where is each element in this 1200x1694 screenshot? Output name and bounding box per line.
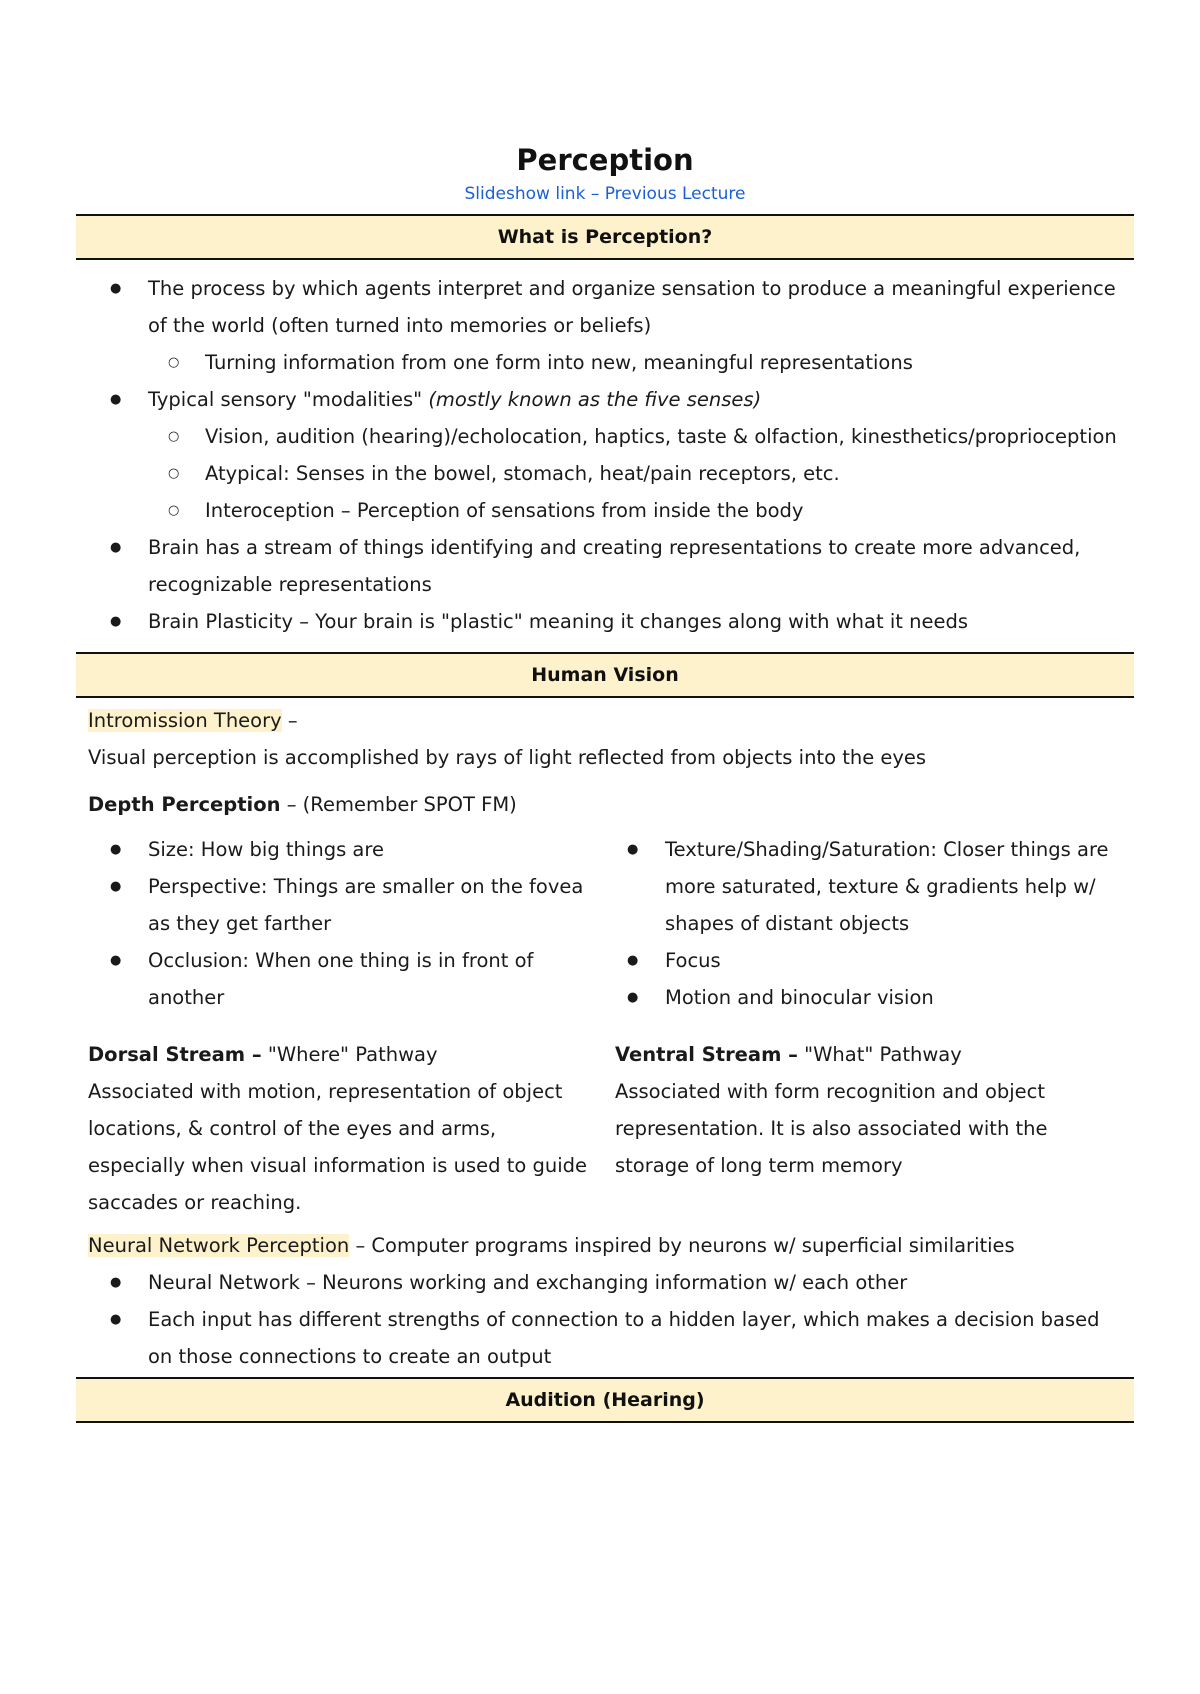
ventral-stream-heading: Ventral Stream – "What" Pathway — [615, 1043, 962, 1066]
bullet-list — [88, 831, 605, 1016]
list-item: ● Each input has different strengths of connection to a hidden layer, which makes a decision based on those connections to create an output — [88, 1301, 1122, 1375]
depth-left-column — [88, 831, 605, 1016]
list-item: ● Focus — [605, 942, 1122, 979]
depth-perception-columns — [88, 831, 1122, 1016]
page-title: Perception — [516, 143, 694, 177]
link-separator: – — [585, 184, 605, 204]
intromission-term-line: Intromission Theory – — [88, 709, 298, 732]
bullet-list — [605, 831, 1122, 1016]
list-item: ● Size: How big things are — [88, 831, 605, 868]
list-item: ● Motion and binocular vision — [605, 979, 1122, 1016]
depth-right-column — [605, 831, 1122, 1016]
dorsal-stream-text: Associated with motion, representation of object locations, & control of the eyes and arms, especially when visual information is used to guide saccades or reaching. — [88, 1080, 588, 1214]
list-item: ● Occlusion: When one thing is in front of another — [88, 942, 605, 1016]
list-item: ● Brain has a stream of things identifying and creating representations to create more advanced, recognizable representations — [88, 529, 1122, 603]
section-heading-what-is-perception: What is Perception? — [76, 214, 1134, 260]
ventral-stream-column — [609, 1036, 1122, 1221]
header-links — [76, 182, 1134, 206]
highlighted-term: Neural Network Perception — [88, 1234, 350, 1257]
list-item: ● The process by which agents interpret and organize sensation to produce a meaningful experience of the world (often turned into memories or beliefs) — [88, 270, 1122, 344]
document-content — [76, 140, 1134, 1423]
previous-lecture-link[interactable]: Previous Lecture — [604, 184, 746, 204]
streams-columns — [88, 1036, 1122, 1221]
list-item: ● Perspective: Things are smaller on the fovea as they get farther — [88, 868, 605, 942]
bullet-list — [88, 270, 1122, 640]
depth-perception-heading: Depth Perception – (Remember SPOT FM) — [88, 793, 517, 816]
highlighted-term: Intromission Theory — [88, 709, 282, 732]
section-heading-audition: Audition (Hearing) — [76, 1377, 1134, 1423]
list-item: ● Texture/Shading/Saturation: Closer things are more saturated, texture & gradients help w/ shapes of distant objects — [605, 831, 1122, 942]
list-item: ○ Atypical: Senses in the bowel, stomach, heat/pain receptors, etc. — [88, 455, 1122, 492]
section-what-is-perception — [76, 260, 1134, 652]
slideshow-link[interactable]: Slideshow link — [464, 184, 586, 204]
list-item: ○ Vision, audition (hearing)/echolocation, haptics, taste & olfaction, kinesthetics/proprioception — [88, 418, 1122, 455]
ventral-stream-text: Associated with form recognition and object representation. It is also associated with the storage of long term memory — [615, 1080, 1048, 1177]
list-item: ○ Turning information from one form into new, meaningful representations — [88, 344, 1122, 381]
dorsal-stream-heading: Dorsal Stream – "Where" Pathway — [88, 1043, 438, 1066]
section-heading-human-vision: Human Vision — [76, 652, 1134, 698]
list-item: ○ Interoception – Perception of sensations from inside the body — [88, 492, 1122, 529]
section-human-vision — [76, 698, 1134, 1375]
dorsal-stream-column — [88, 1036, 609, 1221]
list-item: ● Typical sensory "modalities" (mostly known as the five senses) — [88, 381, 1122, 418]
intromission-definition: Visual perception is accomplished by rays of light reflected from objects into the eyes — [88, 746, 927, 769]
list-item: ● Brain Plasticity – Your brain is "plastic" meaning it changes along with what it needs — [88, 603, 1122, 640]
bullet-list — [88, 1264, 1122, 1375]
list-item: ● Neural Network – Neurons working and exchanging information w/ each other — [88, 1264, 1122, 1301]
neural-network-line: Neural Network Perception – Computer programs inspired by neurons w/ superficial similarities — [88, 1234, 1015, 1257]
